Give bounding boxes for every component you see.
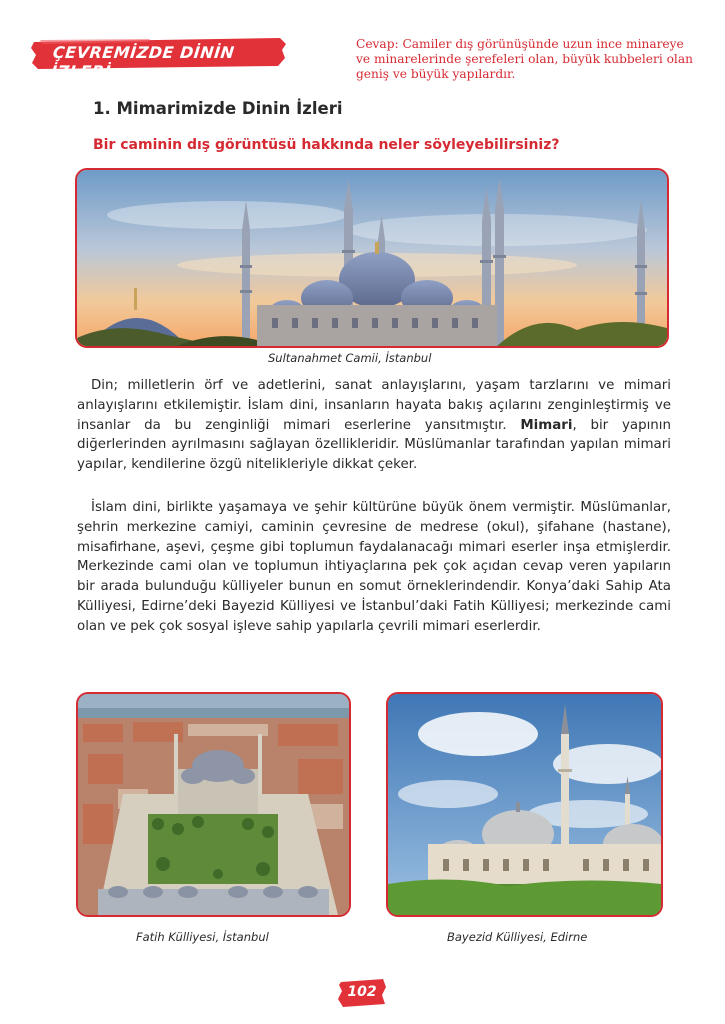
key-term-mimari: Mimari: [520, 417, 573, 433]
paragraph-2: İslam dini, birlikte yaşamaya ve şehir kültürüne büyük önem vermiştir. Müslümanlar, şehrin merkezine camiyi, caminin çevresine de medrese (okul), şifahane (hastane), misafirhane, aşevi, çeşme gibi toplumun faydalanacağı mimari eserler inşa etmişlerdir. Merkezinde cami olan ve toplumun ihtiyaçlarına pek çok açıdan cevap veren yapıların bir arada bulunduğu külliyeler bunun en somut örneklerindendir. Konya’daki Sahip Ata Külliyesi, Edirne’deki Bayezid Külliyesi ve İstanbul’daki Fatih Külliyesi; merkezinde cami olan ve pek çok sosyal işleve sahip yapılarla çevrili mimari eserlerdir.: [77, 500, 671, 634]
fatih-kulliyesi-photo: [76, 692, 351, 917]
bayezid-kulliyesi-photo: [386, 692, 663, 917]
section-banner-title: ÇEVREMİZDE DİNİN İZLERİ: [50, 43, 236, 81]
paragraph-1-end: , bir yapının diğerlerinden ayrılmasını sağlayan özellikleridir. Müslümanlar tarafından yapılan mimari yapılar, kendilerine özgü nitelikleriyle dikkat çeker.: [77, 417, 671, 473]
lesson-heading: 1. Mimarimizde Dinin İzleri: [93, 99, 343, 118]
sultanahmet-photo: [75, 168, 669, 348]
fatih-kulliyesi-caption: Fatih Külliyesi, İstanbul: [136, 930, 269, 944]
section-banner: [30, 36, 286, 81]
sultanahmet-caption: Sultanahmet Camii, İstanbul: [268, 351, 432, 365]
page-number: 102: [347, 984, 377, 1000]
answer-note: Cevap: Camiler dış görünüşünde uzun ince minareye ve minarelerinde şerefeleri olan, büyük kubbeleri olan geniş ve büyük yapılardır.: [356, 37, 693, 81]
paragraph-1: [77, 376, 671, 475]
bayezid-kulliyesi-caption: Bayezid Külliyesi, Edirne: [447, 930, 588, 944]
page-number-badge: [337, 977, 387, 1009]
paragraph-1-start: Din; milletlerin örf ve adetlerini, sanat anlayışlarını, yaşam tarzlarını ve mimari anlayışlarını etkilemiştir. İslam dini, insanların hayata bakış açılarını zenginleştirmiş ve insanlar da bu zenginliği mimari eserlerine yansıtmıştır.: [77, 378, 671, 433]
lesson-question: Bir caminin dış görüntüsü hakkında neler söyleyebilirsiniz?: [93, 137, 560, 153]
